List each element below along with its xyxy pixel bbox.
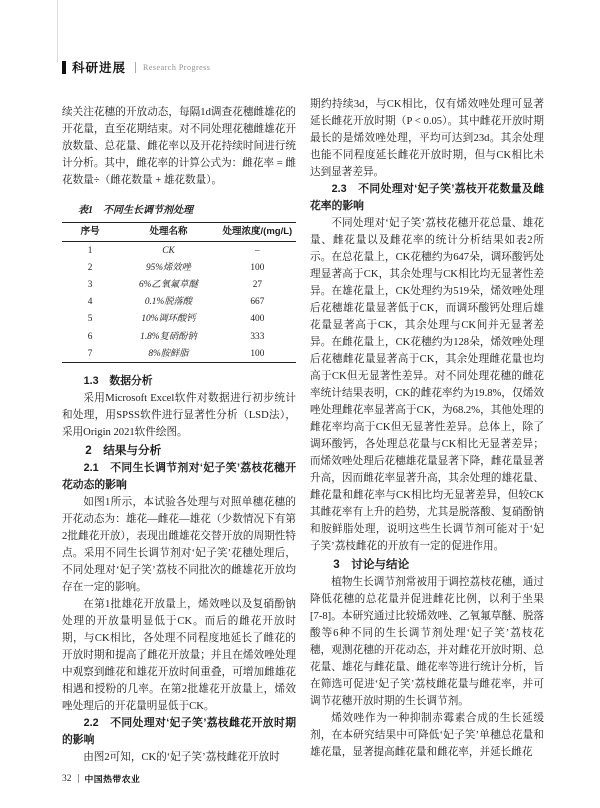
cell-conc: 27 xyxy=(252,279,263,290)
cell-name: 6%乙氧氟草醚 xyxy=(139,279,198,290)
cell-name: 8%胺鲜脂 xyxy=(148,348,189,359)
cell-conc: 333 xyxy=(250,331,265,342)
table1-header-name: 处理名称 xyxy=(118,223,219,242)
cell-no: 7 xyxy=(87,348,93,359)
left-column xyxy=(62,104,296,766)
cell-conc: 100 xyxy=(250,348,265,359)
table1-header-no: 序号 xyxy=(62,223,118,242)
journal-name: 中国热带农业 xyxy=(84,774,141,784)
paragraph-discussion-b: 烯效唑作为一种抑制赤霉素合成的生长延缓剂，在本研究结果中可降低‘妃子笑’单穗总花量和雄花量，显著提高雌花量和雌花率，并延长雌花 xyxy=(310,713,544,758)
header-divider xyxy=(135,62,136,73)
cell-no: 2 xyxy=(87,262,93,273)
table-row xyxy=(62,311,296,328)
table1-caption: 表1 不同生长调节剂处理 xyxy=(78,205,193,216)
paragraph-2-1-a: 如图1所示，本试验各处理与对照单穗花穗的开花动态为：雄花—雌花—雄花（少数情况下有第2批雌花开放），表现出雌雄花交替开放的周期性特点。采用不同生长调节剂对‘妃子笑’花穗处理后，不同处理对‘妃子笑’荔枝不同批次的雌雄花开放均存在一定的影响。 xyxy=(62,497,296,594)
table-row xyxy=(62,294,296,311)
footer-divider xyxy=(78,774,79,783)
table1 xyxy=(62,222,296,363)
cell-conc: – xyxy=(255,245,260,256)
table-row xyxy=(62,276,296,293)
section-title-en: Research Progress xyxy=(143,62,211,72)
cell-conc: 100 xyxy=(250,262,265,273)
cell-name: 95%烯效唑 xyxy=(145,262,191,273)
paragraph-discussion-a: 植物生长调节剂常被用于调控荔枝花穗，通过降低花穗的总花量并促进雌花比例，以利于坐果[7-8]。本研究通过比较烯效唑、乙氧氟草醚、脱落酸等6种不同的生长调节剂处理‘妃子笑’荔枝花穗，观测花穗的开花动态，并对雌花开放时期、总花量、雄花与雌花量、雌花率等进行统计分析，旨在筛选可促进‘妃子笑’荔枝雌花量与雌花率，并可调节花穗开放时期的生长调节剂。 xyxy=(310,577,544,707)
section-title-cn: 科研进展 xyxy=(72,61,127,75)
cell-name: 0.1%脱落酸 xyxy=(144,297,193,308)
table-row xyxy=(62,259,296,276)
scan-edge-line xyxy=(57,0,58,62)
page-footer xyxy=(62,772,140,785)
heading-2: 2 结果与分析 xyxy=(85,444,162,458)
table-row xyxy=(62,328,296,345)
header-accent-bar xyxy=(62,61,66,74)
cell-no: 1 xyxy=(87,245,93,256)
cell-name: 1.8%复硝酚钠 xyxy=(140,331,197,342)
paragraph-2-3: 不同处理对‘妃子笑’荔枝花穗开花总量、雄花量、雌花量以及雌花率的统计分析结果如表2所示。在总花量上，CK花穗约为647朵，调环酸钙处理显著高于CK，其余处理与CK相比均无显著性差异。在雄花量上，CK处理约为519朵，烯效唑处理后花穗雄花量显著低于CK，而调环酸钙处理后雄花量显著高于CK，其余处理与CK间并无显著差异。在雌花量上，CK花穗约为128朵，烯效唑处理后花穗雌花量显著高于CK，其余处理雌花量也均高于CK但无显著性差异。对不同处理花穗的雌花率统计结果表明，CK的雌花率约为19.8%，仅烯效唑处理雌花率显著高于CK，为68.2%，其他处理的雌花率均高于CK但无显著性差异。总体上，除了调环酸钙，各处理总花量与CK相比无显著差异；而烯效唑处理后花穗雄花量显著下降，雌花量显著升高，因而雌花率显著升高，其余处理的雄花量、雌花量和雌花率与CK相比均无显著差异，但较CK其雌花率有上升的趋势，尤其是脱落酸、复硝酚钠和胺鲜脂处理，说明这些生长调节剂可能对于‘妃子笑’荔枝雌花的开放有一定的促进作用。 xyxy=(310,218,544,552)
cell-no: 4 xyxy=(87,297,93,308)
paragraph-continuation: 续关注花穗的开放动态，每隔1d调查花穗雌雄花的开花量，直至花期结束。对不同处理花穗雌雄花开放数量、总花量、雌花率以及开花持续时间进行统计分析。其中，雌花率的计算公式为：雌花率 = 雌花数量÷（雌花数量 + 雄花数量）。 xyxy=(62,107,296,186)
cell-name: CK xyxy=(162,245,175,256)
cell-no: 3 xyxy=(87,279,93,290)
paragraph-continuation: 期约持续3d，与CK相比，仅有烯效唑处理可显著延长雌花开放时期（P < 0.05）。其中雌花开放时期最长的是烯效唑处理，平均可达到23d。其余处理也能不同程度延长雌花开放时期，但与CK相比未达到显著差异。 xyxy=(310,99,544,178)
table1-header-row xyxy=(62,223,296,242)
paragraph-data-analysis: 采用Microsoft Excel软件对数据进行初步统计和处理，用SPSS软件进行显著性分析（LSD法），采用Origin 2021软件绘图。 xyxy=(62,393,296,439)
section-header xyxy=(62,58,210,76)
paragraph-2-1-b: 在第1批雄花开放量上，烯效唑以及复硝酚钠处理的开放量明显低于CK。而后的雌花开放时期，与CK相比，各处理不同程度地延长了雌花的开放时期和提高了雌花开放量；并且在烯效唑处理中观察到雌花和雄花开放时间重叠，可增加雌雄花相遇和授粉的几率。在第2批雄花开放量上，烯效唑处理后的开花量明显低于CK。 xyxy=(62,599,296,713)
heading-2-2: 2.2 不同处理对‘妃子笑’荔枝雌花开放时期的影响 xyxy=(62,717,296,747)
heading-3: 3 讨论与结论 xyxy=(333,558,410,571)
cell-conc: 667 xyxy=(250,297,265,308)
heading-2-3: 2.3 不同处理对‘妃子笑’荔枝开花数量及雌花率的影响 xyxy=(310,183,544,212)
cell-name: 10%调环酸钙 xyxy=(141,314,196,325)
cell-conc: 400 xyxy=(250,314,265,325)
cell-no: 5 xyxy=(87,314,93,325)
heading-2-1: 2.1 不同生长调节剂对‘妃子笑’荔枝花穗开花动态的影响 xyxy=(62,462,296,492)
page-number: 32 xyxy=(62,773,72,784)
cell-no: 6 xyxy=(87,331,93,342)
table-row xyxy=(62,242,296,260)
right-column xyxy=(310,96,544,761)
paragraph-2-2: 由图2可知，CK的‘妃子笑’荔枝雌花开放时 xyxy=(83,752,280,764)
heading-1-3: 1.3 数据分析 xyxy=(83,375,153,388)
table-row xyxy=(62,345,296,363)
table1-header-conc: 处理浓度/(mg/L) xyxy=(219,223,296,242)
